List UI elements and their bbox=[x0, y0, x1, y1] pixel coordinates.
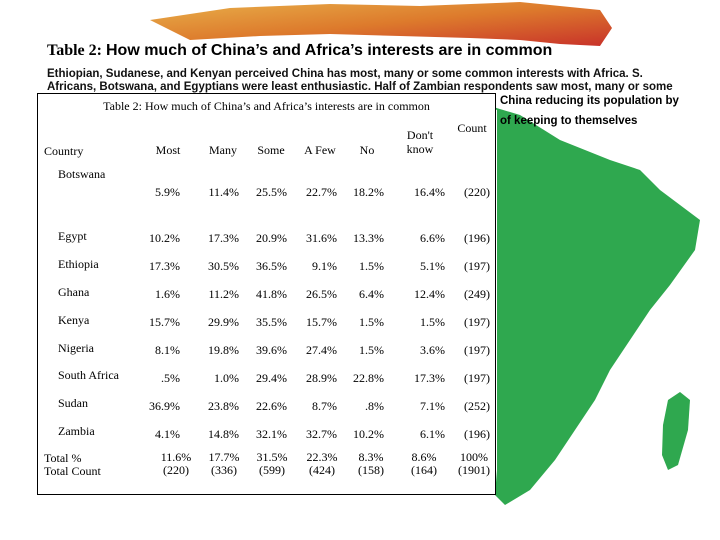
row-many-value: 11.2% bbox=[208, 287, 239, 301]
row-country-label: Ghana bbox=[58, 285, 90, 299]
row-count-value: (249) bbox=[464, 287, 490, 301]
total-many-percent: 17.7% bbox=[208, 450, 240, 464]
row-many-value: 1.0% bbox=[214, 371, 239, 385]
row-some-value: 39.6% bbox=[256, 343, 287, 357]
row-count-value: (197) bbox=[464, 259, 490, 273]
header-no: No bbox=[359, 143, 375, 157]
row-dk-value: 6.6% bbox=[420, 231, 445, 245]
row-many-value: 19.8% bbox=[208, 343, 239, 357]
header-afew: A Few bbox=[304, 143, 336, 157]
row-no-value: 10.2% bbox=[353, 427, 384, 441]
row-dk-value: 16.4% bbox=[414, 185, 445, 199]
row-many-value: 17.3% bbox=[208, 231, 239, 245]
row-country-label: Botswana bbox=[58, 167, 106, 181]
row-no-value: 13.3% bbox=[353, 231, 384, 245]
row-dk-value: 3.6% bbox=[420, 343, 445, 357]
row-count-value: (197) bbox=[464, 343, 490, 357]
row-afew-value: 31.6% bbox=[306, 231, 337, 245]
header-most: Most bbox=[155, 143, 181, 157]
north-africa-region bbox=[150, 2, 612, 46]
header-count: Count bbox=[457, 121, 487, 135]
total-many-count: (336) bbox=[211, 463, 237, 477]
total-count-label: Total Count bbox=[44, 464, 101, 478]
header-country: Country bbox=[44, 144, 84, 158]
total-count-count: (1901) bbox=[458, 463, 490, 477]
row-many-value: 11.4% bbox=[208, 185, 239, 199]
row-afew-value: 15.7% bbox=[306, 315, 337, 329]
total-some-count: (599) bbox=[259, 463, 285, 477]
row-no-value: .8% bbox=[365, 399, 384, 413]
row-some-value: 36.5% bbox=[256, 259, 287, 273]
row-country-label: Sudan bbox=[58, 396, 88, 410]
summary-line-2: Africans, Botswana, and Egyptians were least enthusiastic. Half of Zambian respondents saw most, many or some bbox=[47, 81, 673, 93]
total-some-percent: 31.5% bbox=[256, 450, 288, 464]
row-count-value: (220) bbox=[464, 185, 490, 199]
data-table bbox=[37, 93, 496, 495]
row-many-value: 30.5% bbox=[208, 259, 239, 273]
row-no-value: 6.4% bbox=[359, 287, 384, 301]
row-most-value: 36.9% bbox=[149, 399, 180, 413]
row-dk-value: 17.3% bbox=[414, 371, 445, 385]
row-most-value: .5% bbox=[161, 371, 180, 385]
row-most-value: 4.1% bbox=[155, 427, 180, 441]
row-some-value: 20.9% bbox=[256, 231, 287, 245]
row-country-label: Zambia bbox=[58, 424, 95, 438]
row-some-value: 35.5% bbox=[256, 315, 287, 329]
row-many-value: 14.8% bbox=[208, 427, 239, 441]
slide-title-number: Table 2: bbox=[47, 42, 102, 59]
row-some-value: 41.8% bbox=[256, 287, 287, 301]
row-count-value: (252) bbox=[464, 399, 490, 413]
row-no-value: 18.2% bbox=[353, 185, 384, 199]
header-many: Many bbox=[209, 143, 237, 157]
row-no-value: 1.5% bbox=[359, 259, 384, 273]
summary-line-4: of keeping to themselves bbox=[500, 115, 638, 127]
total-afew-count: (424) bbox=[309, 463, 335, 477]
row-country-label: Kenya bbox=[58, 313, 90, 327]
row-afew-value: 32.7% bbox=[306, 427, 337, 441]
madagascar-island bbox=[662, 392, 690, 470]
row-country-label: Nigeria bbox=[58, 341, 94, 355]
summary-text bbox=[47, 68, 707, 94]
header-dontknow-line1: Don't bbox=[406, 128, 434, 142]
row-afew-value: 27.4% bbox=[306, 343, 337, 357]
total-dk-percent: 8.6% bbox=[411, 450, 437, 464]
row-dk-value: 6.1% bbox=[420, 427, 445, 441]
header-some: Some bbox=[257, 143, 285, 157]
row-some-value: 29.4% bbox=[256, 371, 287, 385]
row-most-value: 8.1% bbox=[155, 343, 180, 357]
total-most-percent: 11.6% bbox=[160, 450, 192, 464]
row-many-value: 29.9% bbox=[208, 315, 239, 329]
row-dk-value: 1.5% bbox=[420, 315, 445, 329]
row-most-value: 17.3% bbox=[149, 259, 180, 273]
row-count-value: (196) bbox=[464, 427, 490, 441]
row-country-label: Ethiopia bbox=[58, 257, 99, 271]
total-dk-count: (164) bbox=[411, 463, 437, 477]
summary-line-1: Ethiopian, Sudanese, and Kenyan perceived China has most, many or some common interests with Africa. S. bbox=[47, 68, 643, 80]
total-no-percent: 8.3% bbox=[358, 450, 384, 464]
row-no-value: 22.8% bbox=[353, 371, 384, 385]
total-no-count: (158) bbox=[358, 463, 384, 477]
row-dk-value: 7.1% bbox=[420, 399, 445, 413]
row-country-label: Egypt bbox=[58, 229, 87, 243]
row-no-value: 1.5% bbox=[359, 315, 384, 329]
row-count-value: (197) bbox=[464, 315, 490, 329]
header-dontknow-line2: know bbox=[406, 142, 434, 156]
row-dk-value: 12.4% bbox=[414, 287, 445, 301]
row-afew-value: 8.7% bbox=[312, 399, 337, 413]
slide-title bbox=[47, 42, 552, 60]
total-afew-percent: 22.3% bbox=[306, 450, 338, 464]
summary-line-3: China reducing its population by bbox=[500, 95, 679, 107]
row-afew-value: 22.7% bbox=[306, 185, 337, 199]
slide-title-text: How much of China’s and Africa’s interests are in common bbox=[105, 42, 553, 59]
row-most-value: 10.2% bbox=[149, 231, 180, 245]
row-afew-value: 28.9% bbox=[306, 371, 337, 385]
row-dk-value: 5.1% bbox=[420, 259, 445, 273]
row-many-value: 23.8% bbox=[208, 399, 239, 413]
row-some-value: 32.1% bbox=[256, 427, 287, 441]
total-count-percent: 100% bbox=[460, 450, 488, 464]
row-most-value: 15.7% bbox=[149, 315, 180, 329]
table-caption: Table 2: How much of China’s and Africa’s interests are in common bbox=[103, 99, 430, 113]
row-some-value: 25.5% bbox=[256, 185, 287, 199]
row-most-value: 5.9% bbox=[155, 185, 180, 199]
row-no-value: 1.5% bbox=[359, 343, 384, 357]
row-count-value: (197) bbox=[464, 371, 490, 385]
row-most-value: 1.6% bbox=[155, 287, 180, 301]
row-country-label: South Africa bbox=[58, 368, 119, 382]
total-percent-label: Total % bbox=[44, 451, 82, 465]
row-afew-value: 26.5% bbox=[306, 287, 337, 301]
row-some-value: 22.6% bbox=[256, 399, 287, 413]
row-count-value: (196) bbox=[464, 231, 490, 245]
row-afew-value: 9.1% bbox=[312, 259, 337, 273]
total-most-count: (220) bbox=[163, 463, 189, 477]
